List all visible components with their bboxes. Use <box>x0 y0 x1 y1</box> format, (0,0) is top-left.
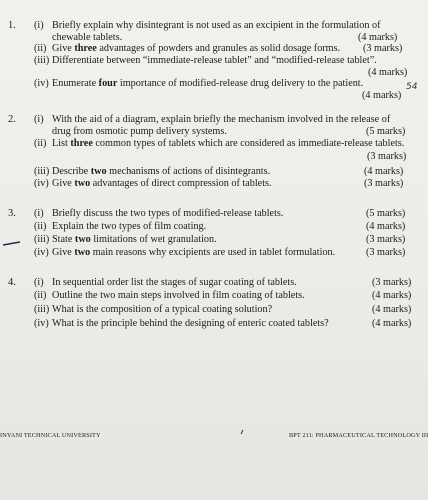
marks: (5 marks) <box>366 208 406 219</box>
question-number: 4. <box>8 277 16 288</box>
marks: (3 marks) <box>364 178 404 189</box>
footer-course: BPT 211: PHARMACEUTICAL TECHNOLOGY III <box>289 432 428 439</box>
marks: (4 marks) <box>372 318 412 329</box>
marks: (4 marks) <box>358 32 398 43</box>
marks: (4 marks) <box>368 67 408 78</box>
marks: (4 marks) <box>362 90 402 101</box>
marks: (3 marks) <box>366 247 406 258</box>
handwritten-note: 54 <box>406 82 418 92</box>
marks: (4 marks) <box>372 290 412 301</box>
pen-tick <box>241 430 243 434</box>
marks: (4 marks) <box>372 304 412 315</box>
question-number: 1. <box>8 20 16 31</box>
marks: (3 marks) <box>366 234 406 245</box>
exam-page: 1. (i) Briefly explain why disintegrant is not used as an excipient in the formulation of chewable tablets. (4 marks) (ii) Give three advantages of powders and granules as solid dosage forms. (3 marks) (iii) Differentiate between “immediate-release tablet” and “modified-release tablet”. (4 marks) (iv) Enumerate four importance of modified-release drug delivery to the patient. (4 marks) 54 2. (i) With the aid of a diagram, explain briefly the mechanism involved in the release of drug from osmotic pump delivery systems. (5 marks) (ii) List three common types of tablets which are considered as immediate-release tablets. (3 marks) (iii) Describe two mechanisms of actions of disintegrants. (4 marks) (iv) Give two advantages of direct compression of tablets. (3 marks) 3. (i) Briefly discuss the two types of modified-release tablets. (5 marks) (ii) Explain the two types of film coating. (4 marks) (iii) State two limitations of wet granulation. (3 marks) (iv) Give two main reasons why excipients are used in tablet formulation. (3 marks) 4. (i) In sequential order list the stages of sugar coating of tablets. (3 marks) (ii) Outline the two main steps involved in film coating of tablets. (4 marks) (iii) What is the composition of a typical coating solution? (4 marks) (iv) What is the principle behind the designing of enteric coated tablets? (4 marks) INYANI TECHNICAL UNIVERSITY BPT 211: PHARMACEUTICAL TECHNOLOGY III <box>0 0 428 500</box>
marks: (3 marks) <box>367 151 407 162</box>
question-number: 3. <box>8 208 16 219</box>
pen-dot <box>130 170 131 174</box>
question-number: 2. <box>8 114 16 125</box>
marks: (4 marks) <box>364 166 404 177</box>
marks: (3 marks) <box>363 43 403 54</box>
marks: (4 marks) <box>366 221 406 232</box>
pen-stroke <box>3 242 20 245</box>
marks: (3 marks) <box>372 277 412 288</box>
marks: (5 marks) <box>366 126 406 137</box>
footer-university: INYANI TECHNICAL UNIVERSITY <box>0 432 101 439</box>
